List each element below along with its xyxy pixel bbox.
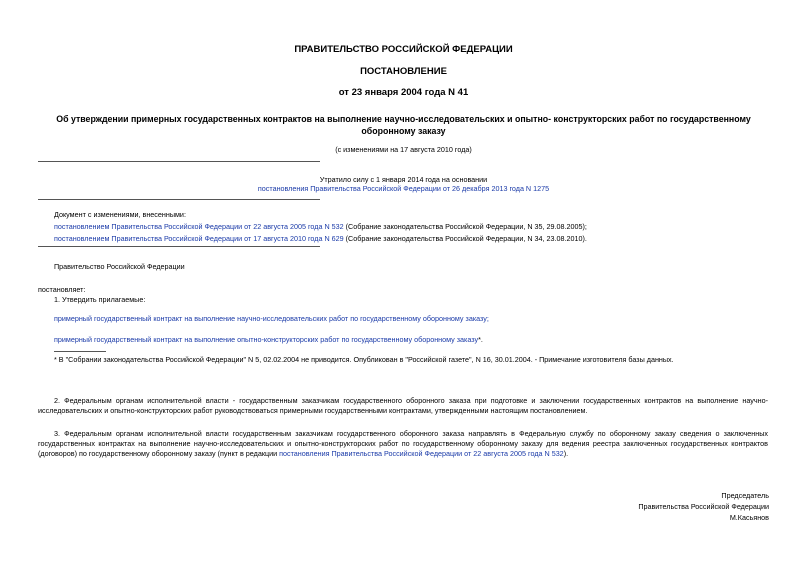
amended-note: (с изменениями на 17 августа 2010 года) xyxy=(335,145,472,154)
divider xyxy=(38,199,320,200)
signature-organization: Правительства Российской Федерации xyxy=(638,502,769,511)
footnote-mark: *. xyxy=(478,335,483,344)
paragraph-2: 2. Федеральным органам исполнительной власти - государственным заказчикам государственного оборонного заказа при подготовке и заключении государственных контрактов на выполнение научно-исследовательских и опытно-конструкторских работ руководствоваться примерными государственными контрактами, утвержденными настоящим постановлением. xyxy=(38,396,768,415)
change-source: (Собрание законодательства Российской Федерации, N 35, 29.08.2005); xyxy=(343,222,587,231)
paragraph-3-end: ). xyxy=(563,448,569,458)
changes-heading: Документ с изменениями, внесенными: xyxy=(54,210,186,219)
issuer: Правительство Российской Федерации xyxy=(54,262,185,271)
divider xyxy=(38,246,320,247)
change-item xyxy=(54,222,587,231)
change-item xyxy=(54,234,587,243)
paragraph-3-text: 3. Федеральным органам исполнительной власти государственным заказчикам государственного оборонного заказа направлять в Федеральную службу по оборонному заказу сведения о заключенных государственных контрактах на выполнение научно-исследовательских и опытно-конструкторских работ по государственному оборонному заказу для ведения реестра заключенных государственных контрактов (договоров) по государственному оборонному заказу (пункт в редакции xyxy=(38,429,768,458)
document-title-line2: оборонному заказу xyxy=(361,126,446,136)
government-heading: ПРАВИТЕЛЬСТВО РОССИЙСКОЙ ФЕДЕРАЦИИ xyxy=(294,44,513,55)
contract-research-link[interactable]: примерный государственный контракт на выполнение научно-исследовательских работ по государственному оборонному заказу; xyxy=(54,314,489,323)
document-date-number: от 23 января 2004 года N 41 xyxy=(338,87,469,98)
contract-design-item xyxy=(54,335,483,344)
paragraph-3-link[interactable]: постановления Правительства Российской Федерации от 22 августа 2005 года N 532 xyxy=(279,448,564,458)
divider xyxy=(38,161,320,162)
expired-note: Утратило силу с 1 января 2014 года на основании xyxy=(319,175,488,184)
footnote-text: * В "Собрании законодательства Российской Федерации" N 5, 02.02.2004 не приводится. Опубликован в "Российской газете", N 16, 30.01.2004. - Примечание изготовителя базы данных. xyxy=(54,355,674,364)
signature-name: М.Касьянов xyxy=(729,513,769,522)
contract-design-link[interactable]: примерный государственный контракт на выполнение опытно-конструкторских работ по государственному оборонному заказу xyxy=(54,335,479,344)
change-link[interactable]: постановлением Правительства Российской Федерации от 17 августа 2010 года N 629 xyxy=(54,234,344,243)
document-title-line1: Об утверждении примерных государственных контрактов на выполнение научно-исследовательских и опытно- конструкторских работ по государственному xyxy=(56,114,751,124)
item-1: 1. Утвердить прилагаемые: xyxy=(54,295,146,304)
resolves-label: постановляет: xyxy=(38,285,86,294)
footnote-divider xyxy=(54,351,106,352)
expired-basis-link[interactable]: постановления Правительства Российской Федерации от 26 декабря 2013 года N 1275 xyxy=(257,184,550,193)
signature-position: Председатель xyxy=(721,491,769,500)
change-link[interactable]: постановлением Правительства Российской Федерации от 22 августа 2005 года N 532 xyxy=(54,222,344,231)
document-type: ПОСТАНОВЛЕНИЕ xyxy=(360,66,447,77)
paragraph-3 xyxy=(38,429,768,458)
change-source: (Собрание законодательства Российской Федерации, N 34, 23.08.2010). xyxy=(343,234,587,243)
